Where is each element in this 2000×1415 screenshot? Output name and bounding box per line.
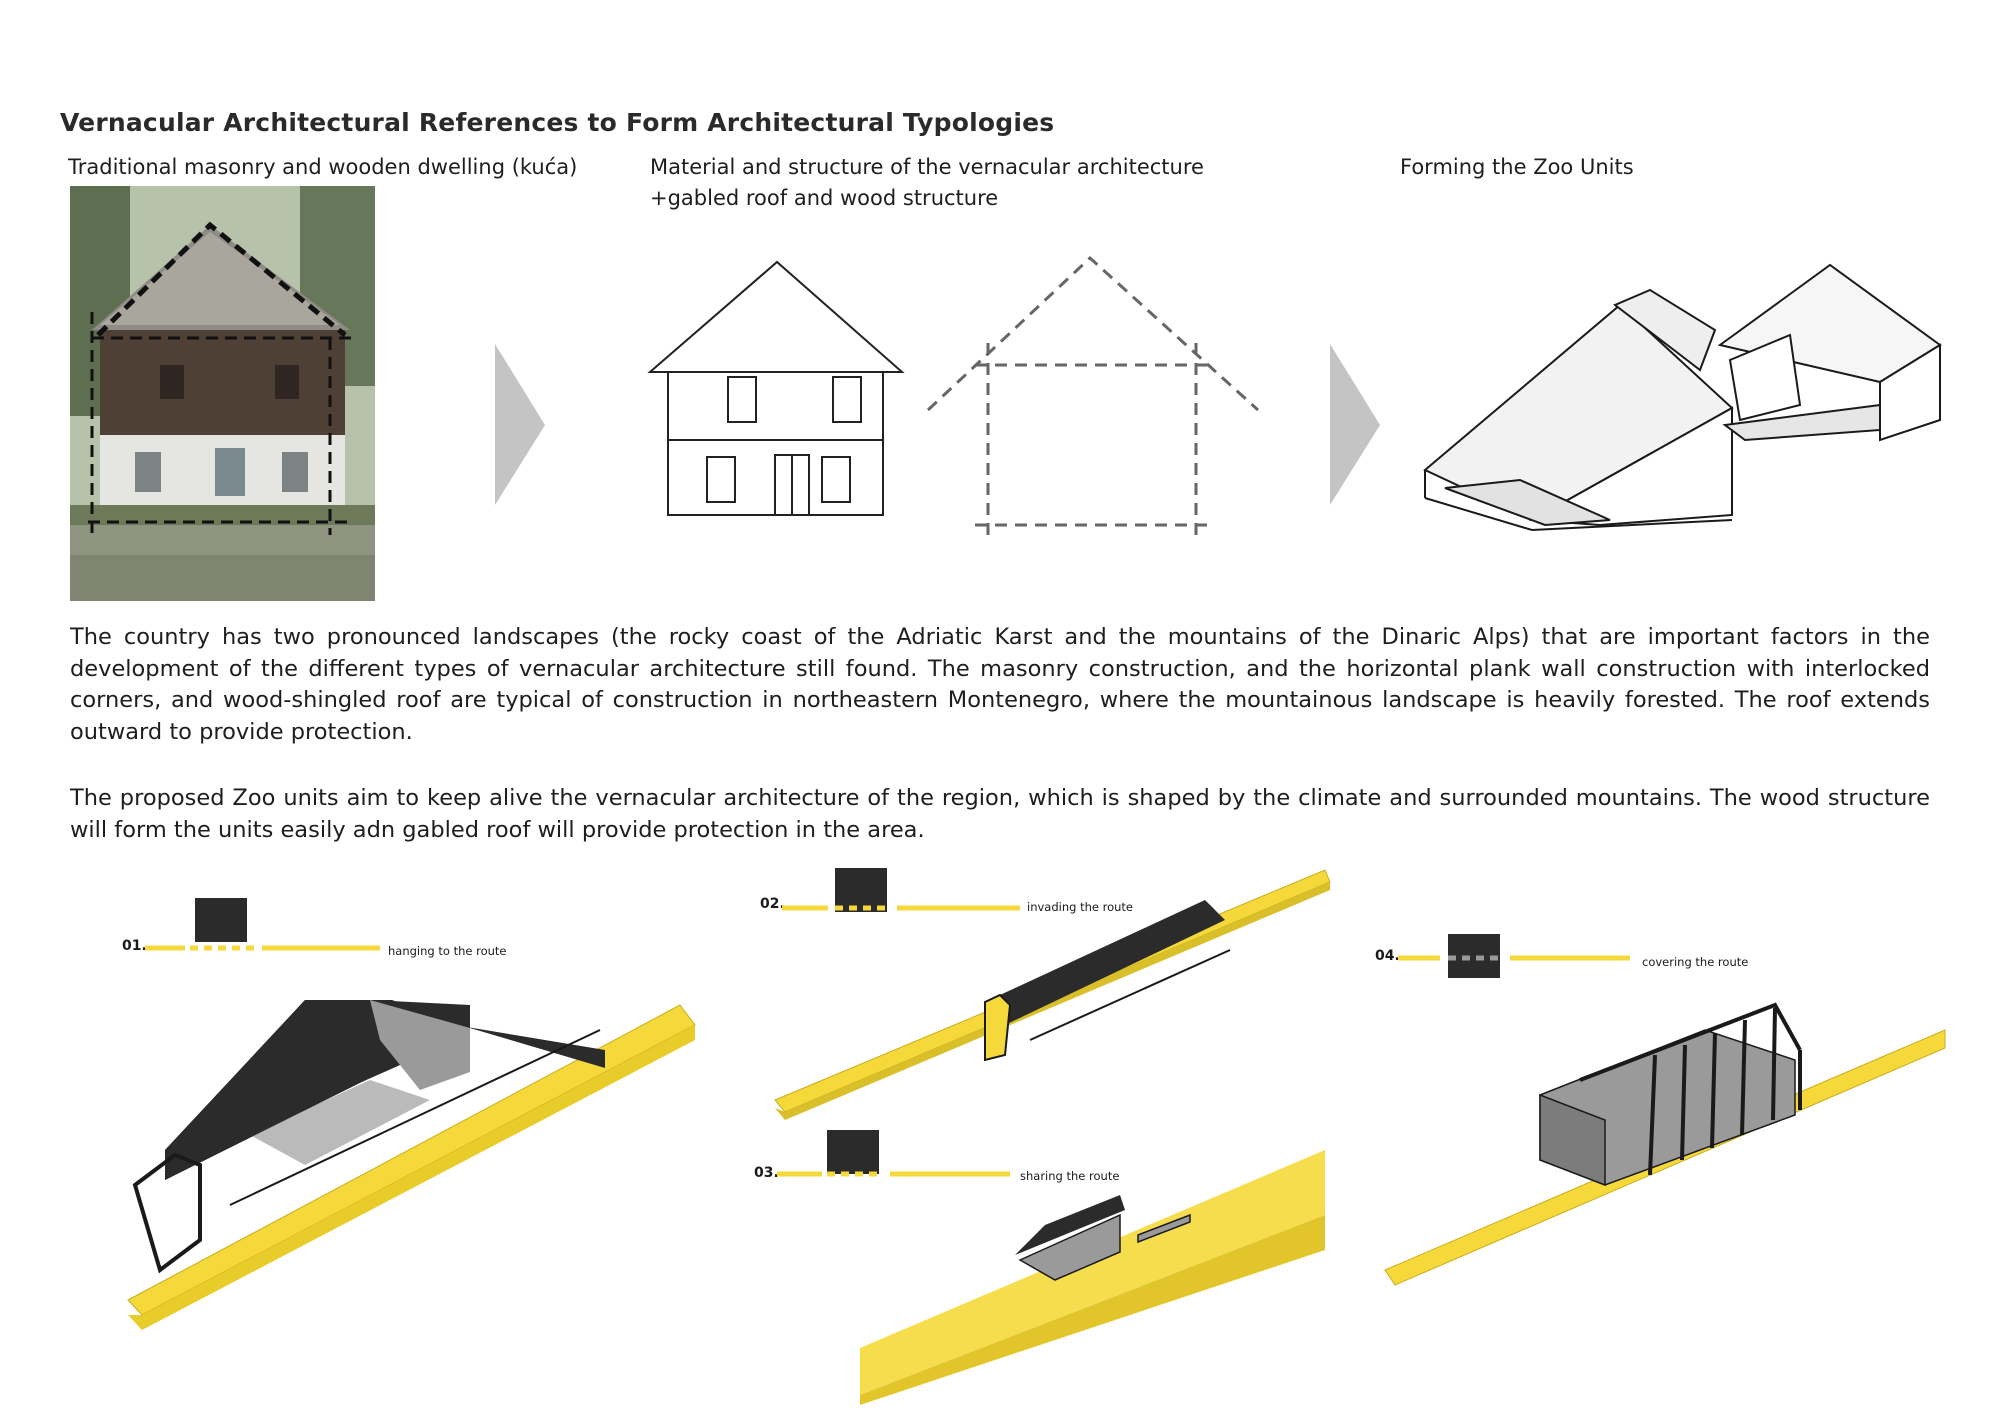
typology-number-04: 04. [1375,948,1400,964]
paragraph-proposal: The proposed Zoo units aim to keep alive the vernacular architecture of the region, which is shaped by the climate and surrounded mountains. The wood structure will form the units easily adn gabled roof will provide protection in the area. [70,785,1930,843]
caption-dwelling: Traditional masonry and wooden dwelling (kuća) [68,155,578,179]
legend-02 [782,868,1020,912]
typology-number-02: 02. [760,896,785,912]
diagram-sharing-route [860,1150,1325,1405]
caption-material-line2: +gabled roof and wood structure [650,186,999,210]
legend-04 [1398,934,1630,978]
typology-label-04: covering the route [1642,955,1749,969]
caption-zoo-units: Forming the Zoo Units [1400,155,1634,179]
typology-number-01: 01. [122,938,147,954]
legend-03 [777,1130,1010,1174]
legend-01 [145,898,380,948]
page-title: Vernacular Architectural References to Form Architectural Typologies [60,108,1055,137]
diagram-hanging-route [128,1000,695,1330]
typology-label-03: sharing the route [1020,1169,1120,1183]
typology-label-01: hanging to the route [388,944,507,958]
caption-material-line1: Material and structure of the vernacular architecture [650,155,1204,179]
diagram-covering-route [1385,1005,1945,1285]
typology-label-02: invading the route [1027,900,1133,914]
paragraph-landscapes: The country has two pronounced landscapes (the rocky coast of the Adriatic Karst and the mountains of the Dinaric Alps) that are important factors in the development of the different types of vernacular architecture still found. The masonry construction, and the horizontal plank wall construction with interlocked corners, and wood-shingled roof are typical of construction in northeastern Montenegro, where the mountainous landscape is heavily forested. The roof extends outward to provide protection. [70,624,1930,745]
typology-number-03: 03. [754,1165,779,1181]
